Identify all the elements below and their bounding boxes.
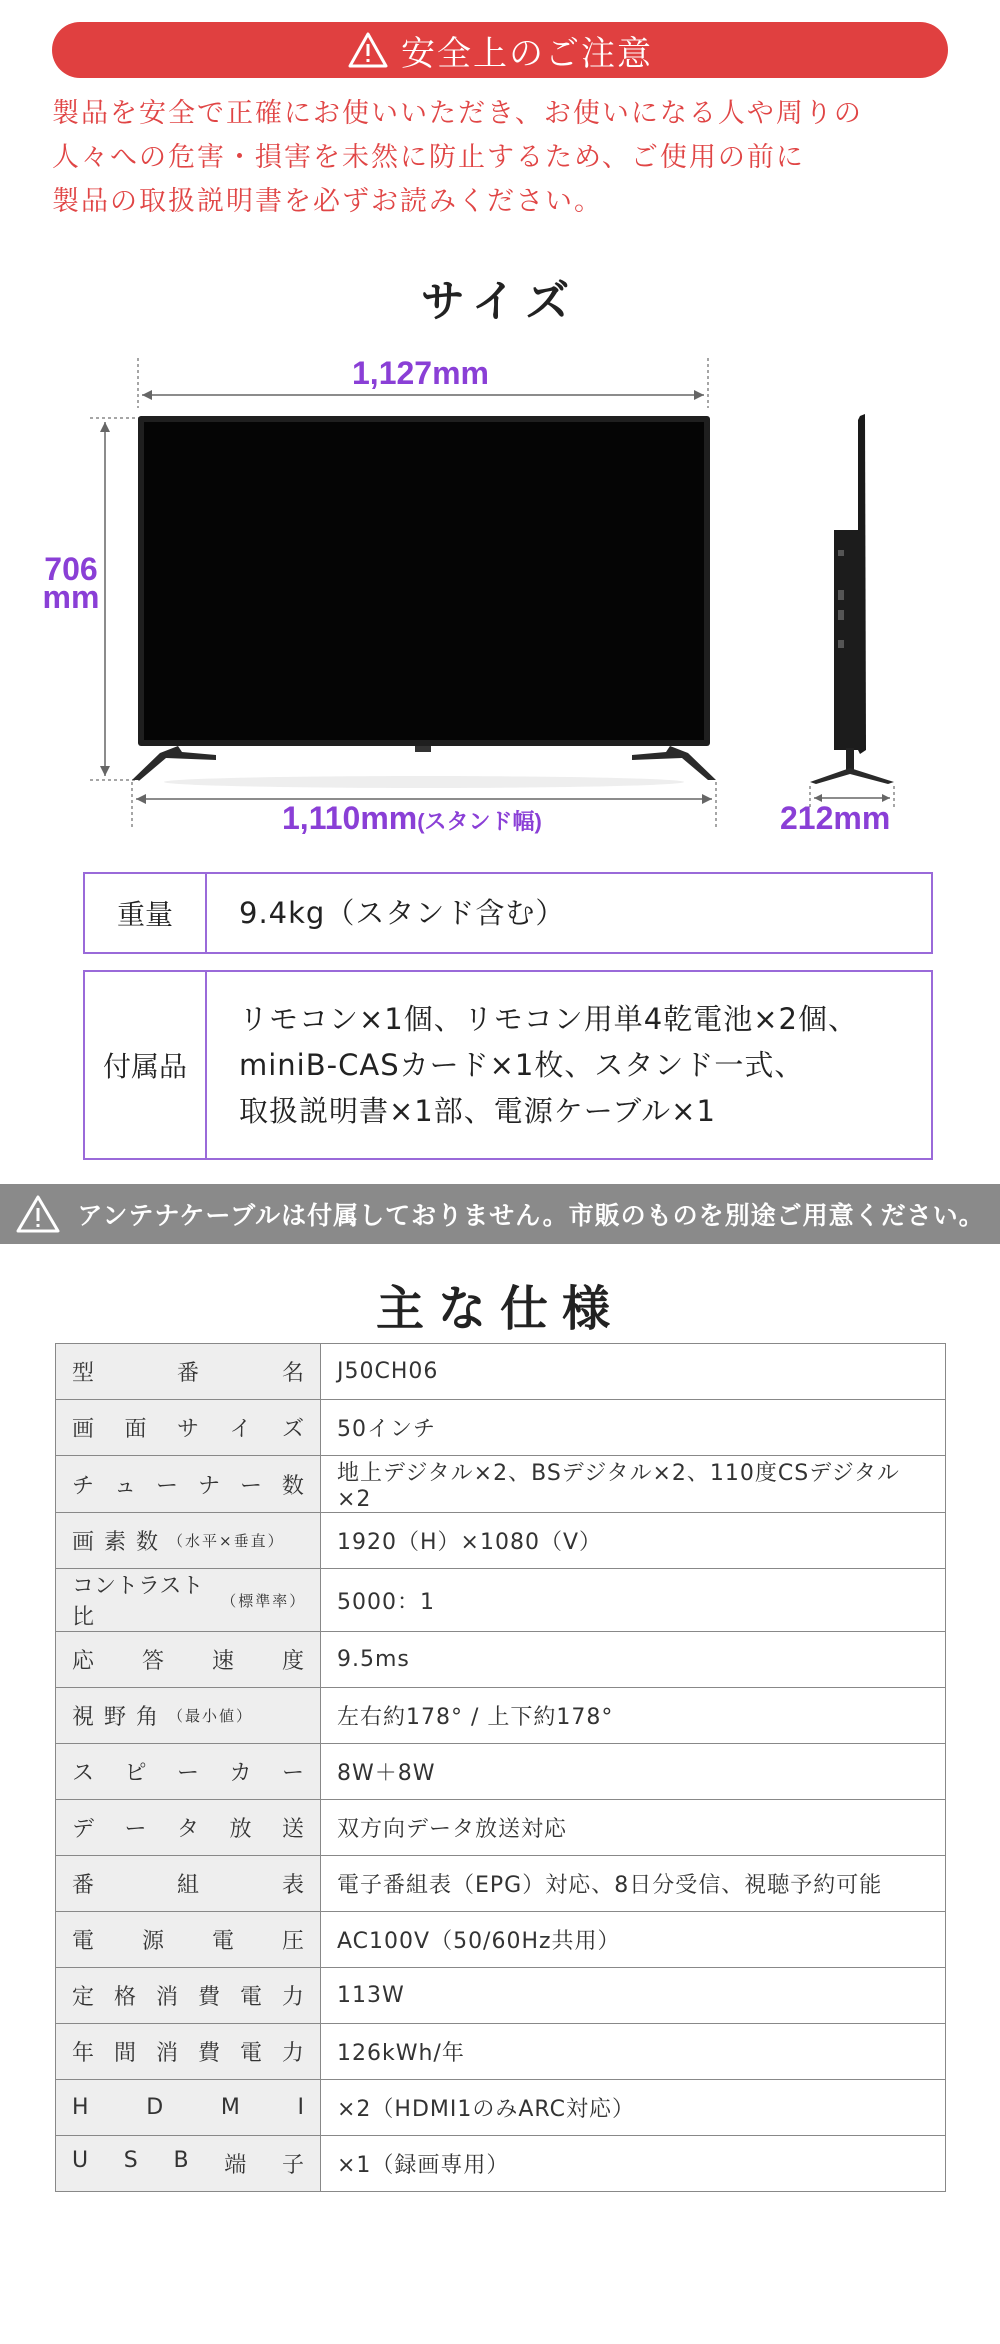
spec-value: 8W＋8W	[321, 1744, 946, 1800]
spec-value: 113W	[321, 1968, 946, 2024]
spec-label-char: ー	[176, 1761, 199, 1786]
spec-value: 9.5ms	[321, 1632, 946, 1688]
accessories-line: リモコン×1個、リモコン用単4乾電池×2個、	[239, 1002, 858, 1036]
spec-label-char: 費	[197, 1985, 220, 2010]
spec-label-char: ス	[72, 1761, 95, 1786]
spec-row	[56, 2024, 946, 2080]
spec-label-char: 答	[141, 1649, 164, 1674]
width-dimension-label: 1,127mm	[352, 355, 489, 391]
spec-label-char: 電	[239, 2041, 262, 2066]
spec-label-char: 定	[72, 1985, 95, 2010]
stand-width-label	[282, 800, 542, 837]
spec-label-char: 番	[176, 1361, 199, 1386]
spec-label-main: 視野角	[72, 1705, 169, 1730]
spec-label-char: イ	[229, 1417, 252, 1442]
spec-label-char: カ	[229, 1761, 252, 1786]
weight-value	[207, 874, 931, 952]
spec-label	[56, 2024, 321, 2080]
spec-label-char: D	[146, 2095, 164, 2120]
spec-label-char: S	[123, 2148, 138, 2173]
specs-section-title: 主な仕様	[375, 1281, 624, 1337]
accessories-value	[207, 972, 931, 1158]
height-value: 706	[44, 551, 98, 587]
spec-label-char: ー	[281, 1761, 304, 1786]
spec-label	[56, 1912, 321, 1968]
spec-label-char: ピ	[124, 1761, 147, 1786]
spec-value: 126kWh/年	[321, 2024, 946, 2080]
spec-label-char: M	[220, 2095, 240, 2120]
spec-row	[56, 1688, 946, 1744]
spec-label-char: 子	[281, 2153, 304, 2178]
spec-label-char: 数	[281, 1473, 304, 1499]
spec-label-char: タ	[176, 1817, 199, 1842]
spec-label-char: 力	[281, 1985, 304, 2010]
spec-value: ×2（HDMI1のみARC対応）	[321, 2080, 946, 2136]
spec-label-char: U	[72, 2148, 89, 2173]
warning-icon	[15, 1194, 61, 1234]
spec-value: 1920（H）×1080（V）	[321, 1513, 946, 1569]
spec-label-main: 画素数	[72, 1530, 169, 1555]
spec-label-note: （水平×垂直）	[168, 1532, 285, 1550]
spec-label-char: 間	[113, 2041, 136, 2066]
warning-icon	[347, 31, 389, 69]
weight-box	[83, 872, 933, 954]
spec-label	[56, 2136, 321, 2192]
spec-label-char: チ	[72, 1473, 95, 1499]
height-unit: mm	[42, 579, 100, 615]
spec-label-char: 放	[229, 1817, 252, 1842]
stand-width-note: (スタンド幅)	[417, 809, 542, 834]
spec-label-char: B	[173, 2148, 189, 2173]
spec-label	[56, 1800, 321, 1856]
size-section-title: サイズ	[420, 276, 580, 327]
spec-label-char: 応	[72, 1649, 95, 1674]
safety-line: 人々への危害・損害を未然に防止するため、ご使用の前に	[52, 142, 805, 173]
spec-label-note: （最小値）	[168, 1707, 254, 1725]
spec-row	[56, 1632, 946, 1688]
spec-row	[56, 1400, 946, 1456]
spec-label	[56, 1968, 321, 2024]
spec-label-char: 圧	[281, 1929, 304, 1954]
spec-table	[55, 1343, 946, 2192]
spec-label-char: 電	[239, 1985, 262, 2010]
spec-label	[56, 1344, 321, 1400]
spec-label	[56, 1569, 321, 1632]
spec-label-char: ー	[239, 1473, 262, 1499]
weight-label: 重量	[85, 874, 207, 952]
spec-row	[56, 1344, 946, 1400]
accessories-line: 取扱説明書×1部、電源ケーブル×1	[239, 1094, 716, 1128]
spec-label-char: ュ	[113, 1473, 136, 1499]
spec-label-char: ー	[155, 1473, 178, 1499]
spec-label-char: サ	[176, 1417, 199, 1442]
safety-line: 製品の取扱説明書を必ずお読みください。	[52, 186, 603, 217]
spec-label-char: ナ	[197, 1473, 220, 1499]
spec-row	[56, 2136, 946, 2192]
spec-label-char: 電	[211, 1929, 234, 1954]
spec-label-char: 年	[72, 2041, 95, 2066]
spec-label-char: 度	[281, 1649, 304, 1674]
height-dimension-label	[36, 551, 106, 615]
spec-row	[56, 1744, 946, 1800]
spec-value: 電子番組表（EPG）対応、8日分受信、視聴予約可能	[321, 1856, 946, 1912]
spec-label-char: 画	[72, 1417, 95, 1442]
spec-label-char: ズ	[281, 1417, 304, 1442]
spec-row	[56, 1569, 946, 1632]
spec-row	[56, 1800, 946, 1856]
spec-value: 左右約178° / 上下約178°	[321, 1688, 946, 1744]
spec-row	[56, 1856, 946, 1912]
spec-value: J50CH06	[321, 1344, 946, 1400]
spec-value: 地上デジタル×2、BSデジタル×2、110度CSデジタル×2	[321, 1456, 946, 1513]
accessories-line: miniB-CASカード×1枚、スタンド一式、	[239, 1048, 805, 1082]
spec-row	[56, 2080, 946, 2136]
safety-banner	[52, 22, 948, 78]
antenna-notice-text: アンテナケーブルは付属しておりません。市販のものを別途ご用意ください。	[77, 1201, 985, 1230]
spec-label-char: 力	[281, 2041, 304, 2066]
spec-label-note: （標準率）	[221, 1591, 307, 1610]
spec-value: ×1（録画専用）	[321, 2136, 946, 2192]
depth-dimension-label: 212mm	[780, 800, 891, 836]
accessories-box	[83, 970, 933, 1160]
spec-label-char: I	[297, 2095, 304, 2120]
weight-value-text: 9.4kg（スタンド含む）	[239, 896, 566, 930]
spec-label-char: 電	[72, 1929, 95, 1954]
spec-label	[56, 1688, 321, 1744]
spec-label-char: ー	[124, 1817, 147, 1842]
spec-label	[56, 1856, 321, 1912]
spec-label-char: 端	[224, 2153, 247, 2178]
spec-label	[56, 1632, 321, 1688]
spec-label-char: 源	[141, 1929, 164, 1954]
spec-label-char: 番	[72, 1873, 95, 1898]
spec-label-char: 格	[113, 1985, 136, 2010]
spec-value: 双方向データ放送対応	[321, 1800, 946, 1856]
accessories-label: 付属品	[85, 972, 207, 1158]
spec-label-char: 費	[197, 2041, 220, 2066]
stand-width-value: 1,110mm	[282, 800, 418, 836]
spec-label-char: 表	[281, 1873, 304, 1898]
spec-label-char: 消	[155, 2041, 178, 2066]
safety-text	[52, 92, 962, 224]
spec-value: 50インチ	[321, 1400, 946, 1456]
spec-label-char: H	[72, 2095, 89, 2120]
spec-label	[56, 1513, 321, 1569]
spec-row	[56, 1912, 946, 1968]
spec-label	[56, 2080, 321, 2136]
tv-dimension-diagram	[20, 350, 980, 850]
spec-label-main: コントラスト比	[72, 1574, 204, 1630]
spec-label-char: 型	[72, 1361, 95, 1386]
antenna-notice-bar	[0, 1184, 1000, 1244]
safety-line: 製品を安全で正確にお使いいただき、お使いになる人や周りの	[52, 98, 863, 129]
spec-label-char: 面	[124, 1417, 147, 1442]
spec-label-char: 組	[176, 1873, 199, 1898]
spec-row	[56, 1513, 946, 1569]
spec-label	[56, 1456, 321, 1513]
spec-row	[56, 1968, 946, 2024]
safety-title: 安全上のご注意	[401, 33, 653, 74]
spec-label-char: 速	[211, 1649, 234, 1674]
spec-row	[56, 1456, 946, 1513]
spec-label-char: 名	[281, 1361, 304, 1386]
spec-label	[56, 1400, 321, 1456]
spec-label-char: 消	[155, 1985, 178, 2010]
spec-value: AC100V（50/60Hz共用）	[321, 1912, 946, 1968]
spec-label-char: デ	[72, 1817, 95, 1842]
spec-value: 5000：1	[321, 1569, 946, 1632]
spec-label	[56, 1744, 321, 1800]
spec-label-char: 送	[281, 1817, 304, 1842]
